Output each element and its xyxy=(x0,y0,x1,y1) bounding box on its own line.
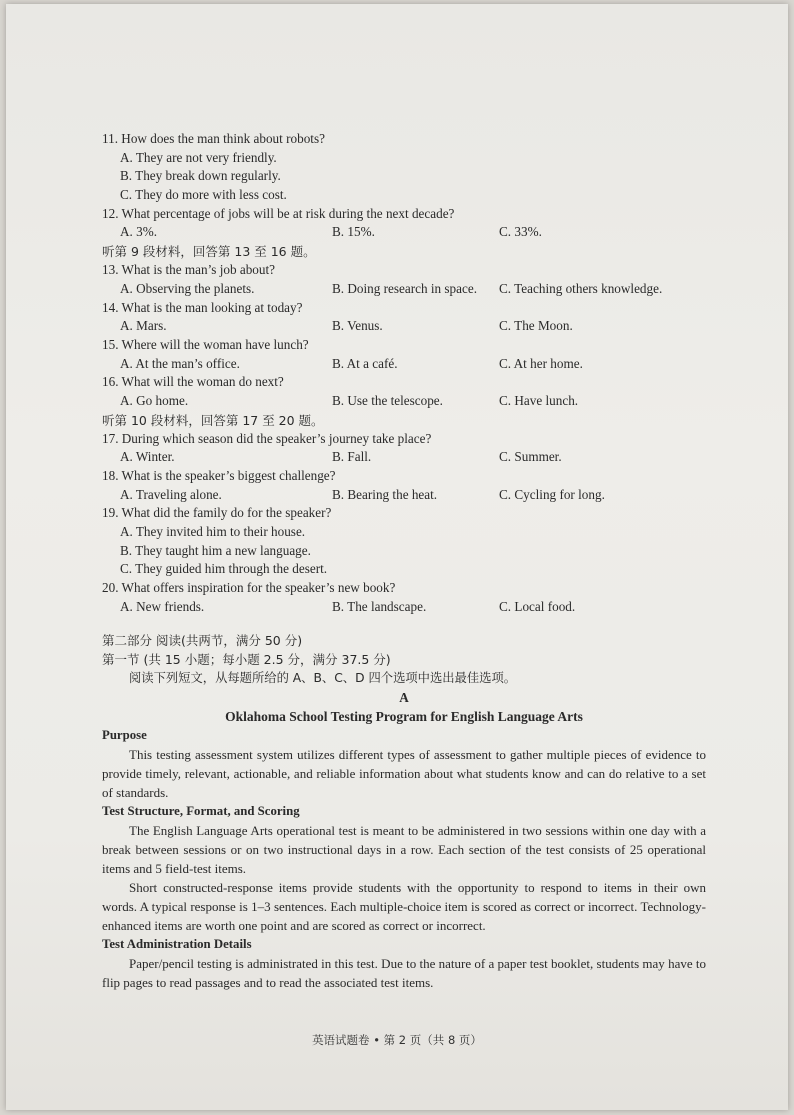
passage-title: Oklahoma School Testing Program for English Language Arts xyxy=(225,708,583,724)
question-16-stem: 16. What will the woman do next? xyxy=(102,374,284,390)
question-16-option-a: A. Go home. xyxy=(120,392,189,408)
question-18-stem: 18. What is the speaker’s biggest challenge? xyxy=(102,468,336,483)
question-14-options xyxy=(102,317,706,336)
question-13-option-a: A. Observing the planets. xyxy=(120,280,255,296)
question-15-stem: 15. Where will the woman have lunch? xyxy=(102,336,309,352)
purpose-paragraph: This testing assessment system utilizes different types of assessment to gather multiple pieces of evidence to provide timely, relevant, actionable, and reliable information about what students know and can do relative to a set of standards. xyxy=(102,746,706,800)
section-gap xyxy=(102,617,706,631)
question-15-option-a: A. At the man’s office. xyxy=(120,355,240,371)
question-19-stem: 19. What did the family do for the speaker? xyxy=(102,505,332,521)
question-20-option-c: C. Local food. xyxy=(499,598,576,614)
question-17-stem: 17. During which season did the speaker’s journey take place? xyxy=(102,430,432,446)
material-9-header: 听第 9 段材料，回答第 13 至 16 题。 xyxy=(102,244,316,260)
purpose-heading: Purpose xyxy=(102,727,147,742)
question-18-options xyxy=(102,486,706,505)
question-11-option-b: B. They break down regularly. xyxy=(120,168,281,184)
question-19-option-a: A. They invited him to their house. xyxy=(120,524,306,540)
question-11-option-c: C. They do more with less cost. xyxy=(120,187,287,203)
question-20-option-b: B. The landscape. xyxy=(332,598,427,614)
exam-page xyxy=(6,4,788,1110)
question-17-options xyxy=(102,448,706,467)
question-18-option-c: C. Cycling for long. xyxy=(499,486,605,502)
question-18-option-b: B. Bearing the heat. xyxy=(332,486,438,502)
passage-letter: A xyxy=(399,689,409,705)
question-16-option-b: B. Use the telescope. xyxy=(332,392,443,408)
material-10-header: 听第 10 段材料，回答第 17 至 20 题。 xyxy=(102,412,324,428)
question-15-option-b: B. At a café. xyxy=(332,355,398,371)
question-13-options xyxy=(102,280,706,299)
question-11-option-a: A. They are not very friendly. xyxy=(120,149,277,165)
question-12-stem: 12. What percentage of jobs will be at risk during the next decade? xyxy=(102,205,455,221)
question-20-option-a: A. New friends. xyxy=(120,598,205,614)
question-19-option-b: B. They taught him a new language. xyxy=(120,542,311,558)
structure-heading: Test Structure, Format, and Scoring xyxy=(102,803,300,818)
question-15-option-c: C. At her home. xyxy=(499,355,583,371)
question-13-option-c: C. Teaching others knowledge. xyxy=(499,280,663,296)
question-20-options xyxy=(102,598,706,617)
question-16-options xyxy=(102,392,706,411)
question-15-options xyxy=(102,355,706,374)
question-17-option-b: B. Fall. xyxy=(332,449,372,465)
reading-section-header: 第一节 (共 15 小题；每小题 2.5 分，满分 37.5 分) xyxy=(102,651,391,667)
administration-heading: Test Administration Details xyxy=(102,936,252,951)
question-12-option-a: A. 3%. xyxy=(120,224,157,240)
question-14-stem: 14. What is the man looking at today? xyxy=(102,299,303,315)
question-12-option-c: C. 33%. xyxy=(499,224,542,240)
question-12-option-b: B. 15%. xyxy=(332,224,375,240)
question-17-option-c: C. Summer. xyxy=(499,449,562,465)
question-17-option-a: A. Winter. xyxy=(120,449,175,465)
question-20-stem: 20. What offers inspiration for the speaker’s new book? xyxy=(102,580,396,596)
question-11-stem: 11. How does the man think about robots? xyxy=(102,131,325,146)
question-16-option-c: C. Have lunch. xyxy=(499,392,579,408)
reading-part-header: 第二部分 阅读(共两节，满分 50 分) xyxy=(102,632,303,648)
question-18-option-a: A. Traveling alone. xyxy=(120,486,222,502)
page-footer: 英语试题卷 • 第 2 页（共 8 页） xyxy=(312,1033,482,1047)
question-13-option-b: B. Doing research in space. xyxy=(332,280,478,296)
administration-paragraph: Paper/pencil testing is administrated in this test. Due to the nature of a paper test booklet, students may have to flip pages to read passages and to read the associated test items. xyxy=(102,955,706,990)
structure-paragraph-2: Short constructed-response items provide students with the opportunity to respond to items in their own words. A typical response is 1–3 sentences. Each multiple-choice item is scored as correct or incorrect. Technology-enhanced items are worth one point and are scored as correct or incorrect. xyxy=(102,879,706,933)
page-content xyxy=(102,130,706,992)
question-12-options xyxy=(102,223,706,242)
question-14-option-b: B. Venus. xyxy=(332,318,383,334)
structure-paragraph-1: The English Language Arts operational test is meant to be administered in two sessions within one day with a break between sessions or on two instructional days in a row. Each section of the test consists of 25 operational items and 5 field-test items. xyxy=(102,822,706,876)
question-14-option-c: C. The Moon. xyxy=(499,318,573,334)
question-13-stem: 13. What is the man’s job about? xyxy=(102,262,275,278)
reading-instruction: 阅读下列短文，从每题所给的 A、B、C、D 四个选项中选出最佳选项。 xyxy=(129,670,517,685)
question-14-option-a: A. Mars. xyxy=(120,318,167,334)
question-19-option-c: C. They guided him through the desert. xyxy=(120,561,328,577)
